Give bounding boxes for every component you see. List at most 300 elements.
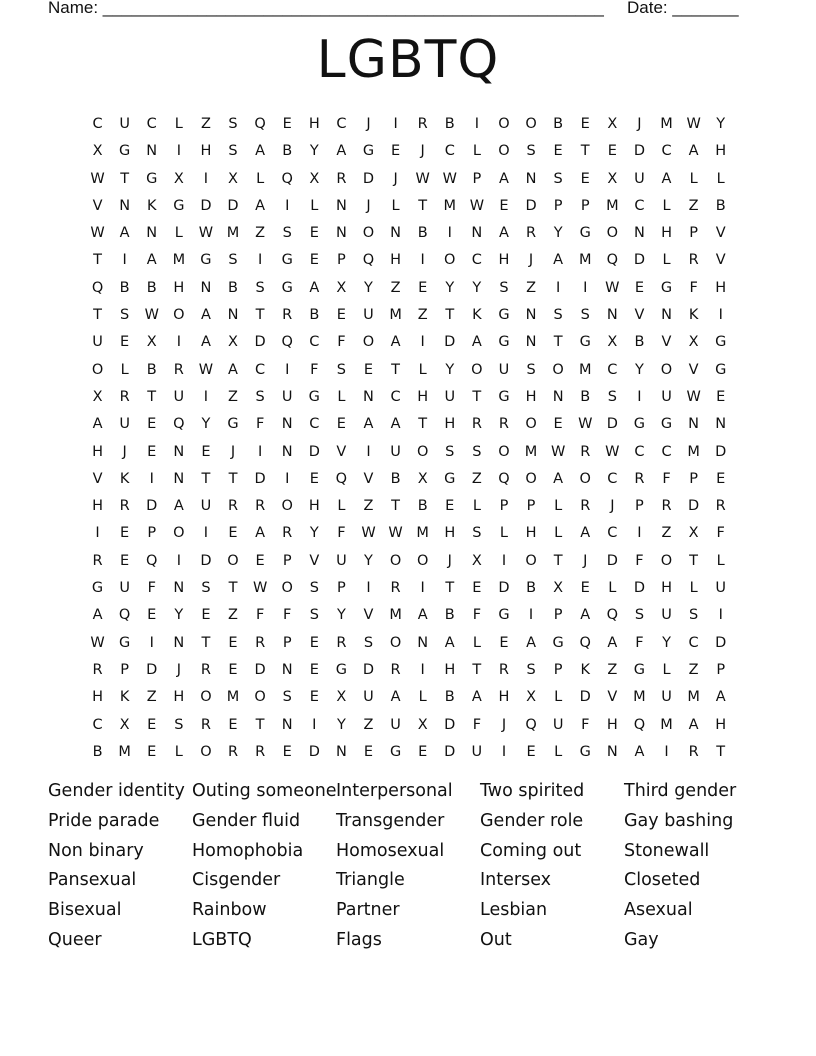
grid-letter: T	[391, 361, 400, 378]
grid-letter: U	[390, 716, 401, 733]
grid-letter: N	[227, 307, 239, 324]
grid-letter: W	[605, 279, 620, 296]
grid-letter: G	[498, 334, 510, 351]
grid-letter: X	[688, 334, 699, 351]
grid-letter: S	[120, 307, 130, 324]
grid-letter: R	[336, 634, 347, 651]
grid-letter: C	[688, 634, 699, 651]
grid-letter: R	[92, 552, 103, 569]
grid-letter: Y	[336, 716, 346, 733]
grid-letter: B	[146, 361, 157, 378]
grid-letter: C	[634, 197, 645, 214]
grid-letter: E	[499, 197, 509, 214]
grid-letter: H	[444, 525, 456, 542]
grid-letter: O	[389, 634, 402, 651]
grid-letter: O	[362, 334, 375, 351]
grid-letter: T	[391, 498, 400, 515]
grid-letter: Y	[336, 607, 346, 624]
grid-letter: A	[200, 307, 211, 324]
grid-letter: D	[715, 634, 727, 651]
grid-letter: D	[200, 197, 212, 214]
grid-letter: Q	[362, 252, 375, 269]
grid-letter: X	[526, 689, 537, 706]
grid-letter: S	[309, 580, 319, 597]
grid-letter: F	[147, 580, 156, 597]
grid-letter: E	[309, 225, 319, 242]
grid-letter: M	[660, 716, 673, 733]
grid-letter: E	[418, 279, 428, 296]
grid-letter: E	[418, 743, 428, 760]
grid-letter: H	[606, 716, 618, 733]
word-item: Flags	[336, 929, 382, 950]
grid-letter: R	[390, 661, 401, 678]
grid-letter: A	[390, 334, 401, 351]
grid-row	[84, 141, 734, 168]
grid-letter: C	[309, 416, 320, 433]
grid-letter: S	[228, 252, 238, 269]
grid-letter: C	[444, 143, 455, 160]
grid-letter: G	[281, 252, 293, 269]
grid-letter: O	[498, 116, 510, 132]
grid-letter: V	[363, 470, 374, 487]
grid-letter: N	[471, 225, 483, 242]
grid-letter: R	[634, 470, 645, 487]
grid-letter: I	[122, 252, 127, 269]
grid-letter: N	[335, 743, 347, 760]
grid-letter: A	[498, 225, 509, 242]
grid-row	[84, 551, 734, 578]
grid-letter: I	[176, 552, 181, 569]
grid-letter: D	[444, 743, 456, 760]
grid-letter: B	[634, 334, 645, 351]
grid-letter: T	[445, 580, 455, 597]
grid-letter: T	[93, 252, 102, 269]
word-item: Out	[480, 929, 512, 950]
grid-letter: Q	[91, 279, 104, 296]
grid-letter: E	[120, 334, 130, 351]
grid-letter: W	[361, 525, 376, 542]
grid-letter: Q	[606, 252, 619, 269]
grid-letter: D	[227, 197, 239, 214]
grid-letter: C	[634, 443, 645, 460]
grid-letter: N	[606, 743, 618, 760]
word-item: Closeted	[624, 870, 701, 891]
grid-letter: S	[526, 361, 536, 378]
grid-letter: S	[526, 661, 536, 678]
word-item: Queer	[48, 929, 102, 950]
grid-letter: A	[661, 170, 672, 187]
grid-letter: I	[285, 197, 290, 214]
grid-letter: U	[119, 416, 130, 433]
grid-letter: I	[149, 470, 154, 487]
grid-letter: Q	[281, 170, 293, 187]
grid-letter: E	[309, 252, 319, 269]
grid-letter: G	[498, 307, 510, 324]
grid-letter: U	[281, 388, 293, 405]
grid-letter: Y	[174, 607, 184, 624]
grid-letter: T	[201, 634, 211, 651]
grid-letter: J	[366, 116, 371, 132]
word-row	[48, 838, 768, 868]
grid-letter: L	[418, 689, 427, 706]
grid-letter: L	[689, 580, 698, 597]
grid-letter: W	[550, 443, 566, 460]
grid-letter: P	[337, 252, 346, 269]
word-item: Homophobia	[192, 840, 304, 861]
grid-letter: F	[716, 525, 725, 542]
grid-letter: L	[554, 743, 563, 760]
grid-letter: Q	[498, 470, 510, 487]
grid-letter: R	[119, 498, 130, 515]
grid-letter: T	[553, 334, 563, 351]
grid-letter: R	[255, 634, 266, 651]
grid-letter: R	[227, 743, 239, 760]
grid-letter: M	[687, 689, 700, 706]
grid-letter: M	[660, 116, 673, 132]
grid-letter: O	[525, 116, 537, 132]
grid-letter: O	[660, 552, 673, 569]
grid-letter: A	[146, 252, 157, 269]
grid-letter: Z	[417, 307, 428, 324]
grid-letter: Q	[633, 716, 646, 733]
grid-letter: H	[444, 416, 456, 433]
grid-letter: L	[554, 525, 563, 542]
word-item: Asexual	[624, 900, 693, 921]
grid-letter: A	[255, 143, 266, 160]
grid-letter: Z	[363, 498, 374, 515]
word-item: Pride parade	[48, 810, 160, 831]
grid-letter: K	[472, 307, 482, 324]
grid-letter: R	[255, 743, 266, 760]
grid-letter: E	[120, 525, 130, 542]
grid-letter: W	[605, 443, 620, 460]
grid-letter: K	[580, 661, 590, 678]
grid-letter: A	[119, 225, 130, 242]
grid-letter: B	[282, 143, 293, 160]
grid-letter: A	[715, 689, 726, 706]
grid-letter: H	[661, 225, 672, 242]
grid-letter: I	[420, 580, 425, 597]
grid-letter: R	[173, 361, 184, 378]
grid-letter: A	[526, 634, 536, 651]
grid-letter: Y	[364, 279, 373, 296]
grid-letter: B	[417, 498, 428, 515]
grid-letter: W	[415, 170, 430, 187]
grid-letter: U	[444, 388, 456, 405]
grid-letter: G	[362, 143, 375, 160]
grid-letter: D	[362, 170, 375, 187]
grid-letter: L	[716, 170, 725, 187]
grid-letter: U	[173, 388, 185, 405]
grid-letter: O	[444, 252, 456, 269]
grid-letter: Y	[445, 279, 455, 296]
word-row	[48, 867, 768, 897]
grid-letter: O	[660, 361, 673, 378]
grid-letter: V	[92, 470, 103, 487]
grid-letter: D	[715, 443, 727, 460]
grid-letter: F	[689, 279, 698, 296]
grid-letter: E	[336, 416, 346, 433]
grid-letter: E	[634, 279, 644, 296]
grid-letter: S	[634, 607, 645, 624]
grid-letter: G	[444, 470, 456, 487]
grid-letter: P	[553, 607, 563, 624]
grid-letter: T	[255, 716, 265, 733]
grid-letter: X	[228, 334, 238, 351]
word-item: Triangle	[336, 870, 405, 891]
grid-letter: G	[633, 416, 646, 433]
grid-letter: G	[200, 252, 212, 269]
grid-letter: T	[418, 197, 428, 214]
grid-row	[84, 223, 734, 250]
grid-letter: B	[526, 580, 537, 597]
grid-letter: C	[607, 525, 618, 542]
grid-letter: H	[308, 498, 320, 515]
grid-letter: R	[336, 170, 347, 187]
grid-letter: S	[363, 634, 374, 651]
grid-letter: I	[420, 252, 425, 269]
grid-letter: L	[662, 252, 671, 269]
grid-letter: O	[281, 498, 293, 515]
grid-letter: X	[228, 170, 238, 187]
grid-letter: R	[580, 498, 591, 515]
grid-letter: O	[416, 443, 429, 460]
grid-letter: M	[524, 443, 538, 460]
grid-letter: X	[92, 143, 103, 160]
grid-letter: U	[119, 116, 130, 132]
grid-letter: N	[146, 225, 158, 242]
grid-row	[84, 387, 734, 414]
grid-letter: X	[336, 689, 347, 706]
grid-letter: T	[228, 470, 238, 487]
grid-letter: L	[256, 170, 265, 187]
grid-letter: L	[418, 361, 427, 378]
grid-letter: N	[173, 470, 185, 487]
grid-letter: E	[553, 416, 563, 433]
grid-row	[84, 687, 734, 714]
word-item: Pansexual	[48, 870, 137, 891]
grid-letter: G	[281, 279, 293, 296]
grid-letter: M	[226, 225, 240, 242]
grid-letter: Q	[146, 552, 158, 569]
grid-letter: N	[363, 388, 374, 405]
grid-letter: A	[471, 334, 482, 351]
grid-letter: J	[610, 498, 615, 515]
grid-letter: I	[95, 525, 100, 542]
grid-row	[84, 715, 734, 742]
grid-letter: G	[715, 361, 727, 378]
grid-letter: H	[173, 279, 185, 296]
grid-letter: U	[363, 689, 374, 706]
grid-letter: O	[416, 552, 429, 569]
grid-letter: N	[715, 416, 727, 433]
grid-letter: K	[146, 197, 157, 214]
grid-letter: F	[337, 525, 346, 542]
grid-letter: U	[552, 716, 564, 733]
grid-letter: H	[661, 580, 672, 597]
grid-letter: C	[92, 716, 103, 733]
word-item: Interpersonal	[336, 781, 453, 801]
grid-letter: F	[283, 607, 292, 624]
grid-letter: H	[308, 116, 320, 132]
grid-letter: R	[715, 498, 726, 515]
grid-letter: H	[715, 716, 727, 733]
grid-letter: J	[420, 143, 425, 160]
grid-letter: H	[92, 443, 103, 460]
grid-letter: Q	[254, 116, 266, 132]
grid-letter: D	[254, 334, 266, 351]
grid-letter: T	[445, 307, 455, 324]
grid-letter: B	[390, 470, 401, 487]
grid-letter: A	[255, 525, 266, 542]
grid-letter: Z	[471, 470, 482, 487]
grid-letter: R	[255, 498, 266, 515]
word-item: Coming out	[480, 840, 582, 861]
grid-letter: D	[308, 743, 320, 760]
grid-letter: V	[92, 197, 103, 214]
grid-letter: N	[281, 443, 293, 460]
grid-letter: N	[606, 307, 618, 324]
grid-letter: O	[606, 225, 619, 242]
grid-letter: S	[282, 689, 292, 706]
grid-letter: G	[308, 388, 320, 405]
grid-letter: T	[716, 743, 726, 760]
grid-letter: U	[715, 580, 727, 597]
grid-letter: F	[662, 470, 671, 487]
grid-letter: Z	[390, 279, 401, 296]
grid-letter: J	[122, 443, 127, 460]
grid-letter: S	[255, 279, 265, 296]
grid-letter: P	[635, 498, 644, 515]
grid-letter: N	[281, 716, 293, 733]
grid-letter: I	[149, 634, 154, 651]
grid-letter: I	[583, 279, 588, 296]
grid-letter: E	[363, 743, 374, 760]
grid-letter: Z	[146, 689, 157, 706]
grid-letter: R	[471, 416, 482, 433]
grid-letter: I	[556, 279, 561, 296]
grid-letter: I	[420, 334, 425, 351]
grid-letter: E	[553, 143, 563, 160]
grid-letter: C	[471, 252, 482, 269]
grid-letter: N	[146, 143, 158, 160]
word-list	[48, 778, 768, 957]
grid-letter: P	[580, 197, 590, 214]
grid-letter: Y	[201, 416, 211, 433]
grid-letter: L	[310, 197, 319, 214]
grid-letter: U	[336, 552, 347, 569]
grid-letter: X	[607, 170, 618, 187]
grid-row	[84, 605, 734, 632]
word-item: Cisgender	[192, 870, 281, 891]
grid-letter: N	[525, 334, 537, 351]
grid-letter: A	[173, 498, 184, 515]
grid-letter: D	[579, 689, 591, 706]
grid-letter: V	[715, 252, 726, 269]
grid-letter: V	[688, 361, 699, 378]
grid-letter: W	[578, 416, 593, 433]
grid-letter: B	[228, 279, 238, 296]
grid-letter: Y	[553, 225, 563, 242]
grid-letter: E	[390, 143, 401, 160]
grid-letter: W	[90, 170, 105, 187]
grid-letter: W	[144, 307, 159, 324]
grid-letter: I	[528, 607, 534, 624]
grid-letter: I	[501, 743, 507, 760]
grid-letter: Y	[634, 361, 644, 378]
grid-letter: E	[580, 170, 590, 187]
grid-letter: T	[228, 580, 238, 597]
grid-row	[84, 742, 734, 769]
grid-letter: I	[285, 470, 290, 487]
grid-letter: A	[417, 607, 428, 624]
grid-letter: Z	[688, 197, 699, 214]
grid-letter: B	[309, 307, 320, 324]
grid-letter: N	[390, 225, 401, 242]
word-item: Stonewall	[624, 840, 710, 861]
grid-letter: J	[176, 661, 181, 678]
grid-letter: R	[688, 252, 699, 269]
grid-letter: M	[606, 197, 619, 214]
grid-letter: M	[389, 607, 402, 624]
grid-letter: C	[92, 116, 103, 132]
grid-letter: S	[526, 143, 536, 160]
grid-letter: I	[447, 225, 452, 242]
grid-letter: C	[661, 443, 672, 460]
grid-letter: J	[393, 170, 398, 187]
grid-letter: U	[634, 170, 645, 187]
grid-letter: S	[174, 716, 184, 733]
grid-letter: H	[525, 388, 537, 405]
grid-letter: S	[228, 116, 238, 132]
grid-letter: P	[282, 634, 292, 651]
word-item: Gay bashing	[624, 810, 734, 831]
grid-letter: O	[471, 361, 483, 378]
grid-letter: T	[472, 661, 482, 678]
grid-letter: L	[337, 498, 346, 515]
grid-letter: V	[634, 307, 645, 324]
grid-letter: A	[553, 252, 564, 269]
grid-letter: Y	[472, 279, 482, 296]
grid-letter: C	[146, 116, 157, 132]
grid-letter: E	[445, 498, 455, 515]
grid-letter: E	[147, 607, 157, 624]
grid-letter: H	[417, 388, 429, 405]
grid-letter: R	[282, 525, 293, 542]
grid-letter: G	[227, 416, 239, 433]
grid-letter: P	[526, 498, 536, 515]
word-item: Intersex	[480, 870, 552, 891]
grid-letter: N	[173, 443, 185, 460]
grid-letter: V	[607, 689, 618, 706]
grid-letter: H	[200, 143, 212, 160]
grid-letter: B	[444, 116, 455, 132]
word-item: Rainbow	[192, 900, 267, 921]
grid-letter: R	[200, 661, 211, 678]
grid-letter: O	[498, 143, 510, 160]
grid-letter: C	[255, 361, 266, 378]
grid-letter: N	[633, 225, 645, 242]
grid-letter: E	[120, 552, 130, 569]
word-item: Non binary	[48, 840, 144, 861]
grid-letter: Q	[579, 634, 591, 651]
grid-letter: J	[366, 197, 371, 214]
grid-letter: Z	[688, 661, 699, 678]
grid-letter: T	[255, 307, 265, 324]
grid-letter: E	[228, 716, 238, 733]
grid-letter: D	[200, 552, 212, 569]
grid-letter: R	[661, 498, 672, 515]
